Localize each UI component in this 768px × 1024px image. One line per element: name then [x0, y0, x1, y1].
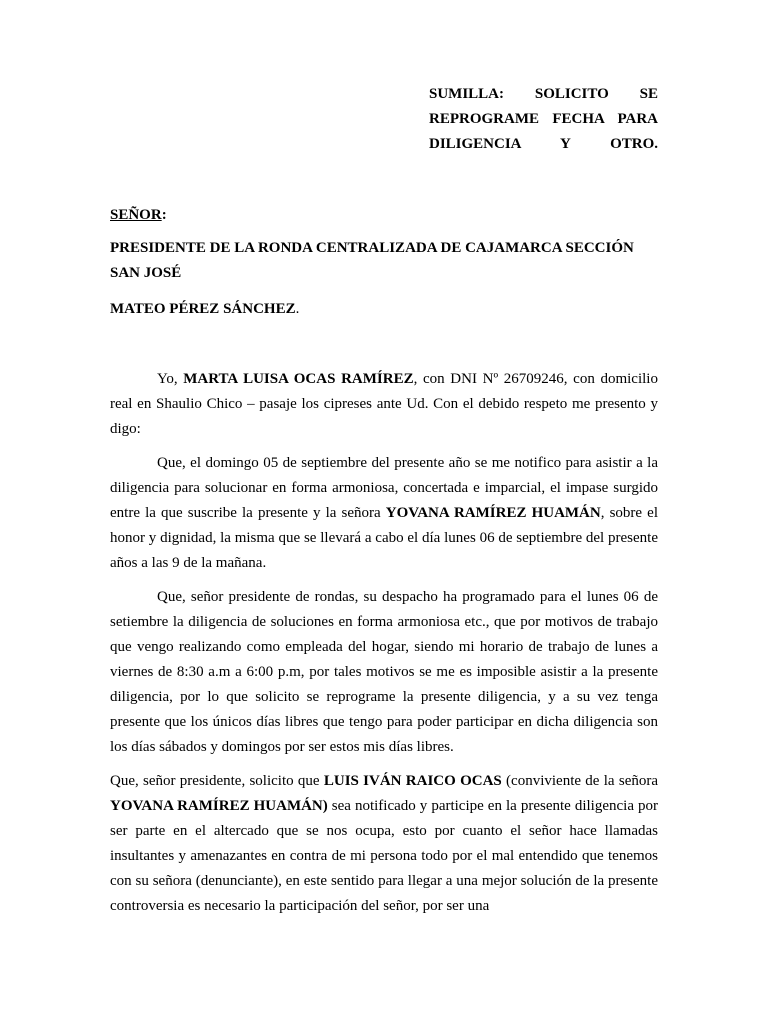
p4-text-a: Que, señor presidente, solicito que — [110, 773, 324, 789]
salutation-text: SEÑOR — [110, 207, 162, 223]
p4-text-b: (conviviente de la señora — [501, 773, 659, 789]
p1-text-b: , con DNI Nº 26709246, con domicilio real en Shaulio Chico – pasaje los cipreses ante Ud. Con el debido respeto me presento y digo: — [110, 371, 658, 437]
p4-name-1: LUIS IVÁN RAICO OCAS — [323, 773, 502, 789]
paragraph-2 — [110, 451, 658, 576]
paragraph-4 — [110, 769, 658, 919]
addressee-name: MATEO PÉREZ SÁNCHEZ — [110, 301, 296, 317]
addressee-salutation — [110, 203, 658, 228]
sumilla-line-3: DILIGENCIA Y OTRO. — [429, 136, 658, 152]
sumilla-block — [429, 82, 658, 157]
letter-body — [110, 367, 658, 928]
paragraph-3: Que, señor presidente de rondas, su despacho ha programado para el lunes 06 de setiembre la diligencia de soluciones en forma armoniosa etc., que por motivos de trabajo que vengo realizando como empleada del hogar, siendo mi horario de trabajo de lunes a viernes de 8:30 a.m a 6:00 p.m, por tales motivos se me es imposible asistir a la presente diligencia, por lo que solicito se reprograme la presente diligencia, y a su vez tenga presente que los únicos días libres que tengo para poder participar en dicha diligencia son los días sábados y domingos por ser estos mis días libres. — [110, 589, 658, 755]
sumilla-line-2: REPROGRAME FECHA PARA — [429, 111, 658, 127]
p2-name: YOVANA RAMÍREZ HUAMÁN — [385, 505, 601, 521]
paragraph-1 — [110, 367, 658, 442]
p1-name: MARTA LUISA OCAS RAMÍREZ — [183, 371, 414, 387]
p4-text-c: sea notificado y participe en la presente diligencia por ser parte en el altercado que se nos ocupa, esto por cuanto el señor hace llamadas insultantes y amenazantes en contra de mi persona todo por el mal entendido que tenemos con su señora (denunciante), en este sentido para llegar a una mejor solución de la presente controversia es necesario la participación del señor, por ser una — [110, 798, 658, 914]
addressee-title: PRESIDENTE DE LA RONDA CENTRALIZADA DE CAJAMARCA SECCIÓN SAN JOSÉ — [110, 240, 634, 281]
addressee-name-period: . — [295, 301, 300, 317]
p1-text-a: Yo, — [157, 371, 184, 387]
p2-text-b: , sobre el honor y dignidad, la misma que se llevará a cabo el día lunes 06 de septiembre del presente años a las 9 de la mañana. — [110, 505, 658, 571]
p2-text-a: Que, el domingo 05 de septiembre del presente año se me notifico para asistir a la diligencia para solucionar en forma armoniosa, concertada e imparcial, el impase surgido entre la que suscribe la presente y la señora — [110, 455, 658, 521]
salutation-colon: : — [161, 207, 167, 223]
sumilla-line-1: SUMILLA: SOLICITO SE — [429, 86, 658, 102]
addressee-name-line — [110, 297, 658, 322]
p4-name-2: YOVANA RAMÍREZ HUAMÁN) — [110, 798, 328, 814]
